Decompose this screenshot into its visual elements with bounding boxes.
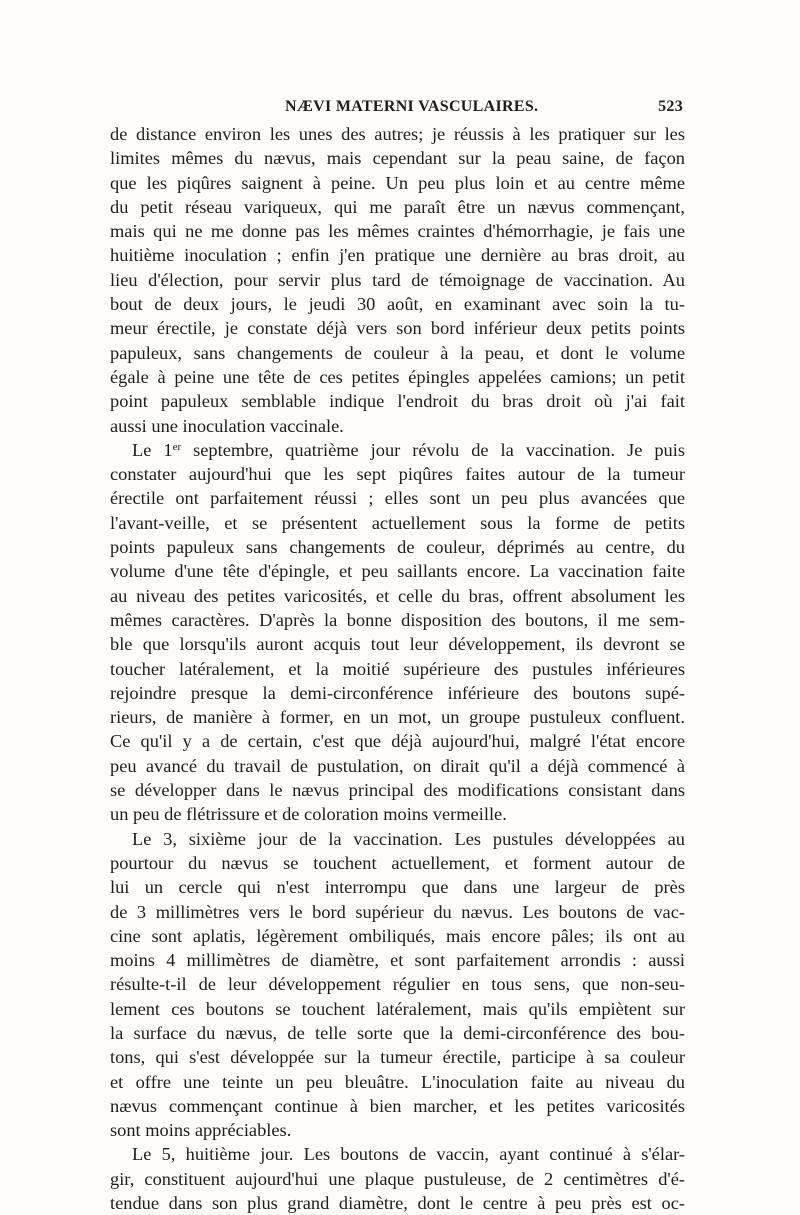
text-line: constater aujourd'hui que les sept piqûres faites autour de la tumeur — [110, 464, 685, 485]
text-line: tendue dans son plus grand diamètre, dont le centre à peu près est oc- — [110, 1193, 685, 1214]
text-line: lui un cercle qui n'est interrompu que dans une largeur de près — [110, 877, 685, 898]
text-line: se développer dans le nævus principal des modifications consistant dans — [110, 780, 685, 801]
text-line: papuleux, sans changements de couleur à la peau, et dont le volume — [110, 342, 685, 363]
text-line: un peu de flétrissure et de coloration moins vermeille. — [110, 804, 507, 825]
text-line: Le 5, huitième jour. Les boutons de vaccin, ayant continué à s'élar- — [132, 1144, 685, 1165]
text-line: résulte-t-il de leur développement régulier en tous sens, que non-seu- — [110, 974, 685, 995]
book-page — [110, 92, 685, 1215]
text-line: point papuleux semblable indique l'endroit du bras droit où j'ai fait — [110, 391, 685, 412]
date-lead: Le 1 — [132, 439, 173, 460]
text-line: huitième inoculation ; enfin j'en pratique une dernière au bras droit, au — [110, 245, 685, 266]
text-line: pourtour du nævus se touchent actuellement, et forment autour de — [110, 852, 685, 873]
page-number: 523 — [658, 98, 683, 115]
text-line: lieu d'élection, pour servir plus tard de témoignage de vaccination. Au — [110, 269, 685, 290]
text-line: et offre une teinte un peu bleuâtre. L'inoculation faite au niveau du — [110, 1071, 685, 1092]
text-line: érectile ont parfaitement réussi ; elles sont un peu plus avancées que — [110, 488, 685, 509]
body-text — [110, 122, 685, 1215]
text-line: tons, qui s'est développée sur la tumeur érectile, participe à sa couleur — [110, 1047, 685, 1068]
text-line — [110, 438, 685, 462]
text-line: au niveau des petites varicosités, et celle du bras, offrent absolument les — [110, 585, 685, 606]
text-line: du petit réseau variqueux, qui me paraît être un nævus commençant, — [110, 196, 685, 217]
text-line: peu avancé du travail de pustulation, on dirait qu'il a déjà commencé à — [110, 755, 685, 776]
ordinal-superscript: er — [172, 440, 182, 453]
text-line: moins 4 millimètres de diamètre, et sont parfaitement arrondis : aussi — [110, 950, 685, 971]
text-line: aussi une inoculation vaccinale. — [110, 415, 344, 436]
text-line-rest: septembre, quatrième jour révolu de la vaccination. Je puis — [181, 439, 685, 460]
text-line: limites mêmes du nævus, mais cependant sur la peau saine, de façon — [110, 148, 685, 169]
text-line: cine sont aplatis, légèrement ombiliqués, mais encore pâles; ils ont au — [110, 925, 685, 946]
text-line: l'avant-veille, et se présentent actuellement sous la forme de petits — [110, 512, 685, 533]
text-line: bout de deux jours, le jeudi 30 août, en examinant avec soin la tu- — [110, 294, 685, 315]
text-line: Le 3, sixième jour de la vaccination. Les pustules développées au — [132, 828, 685, 849]
text-line: volume d'une tête d'épingle, et peu saillants encore. La vaccination faite — [110, 561, 685, 582]
text-line: nævus commençant continue à bien marcher, et les petites varicosités — [110, 1095, 685, 1116]
text-line: Ce qu'il y a de certain, c'est que déjà aujourd'hui, malgré l'état encore — [110, 731, 685, 752]
text-line: ble que lorsqu'ils auront acquis tout leur développement, ils devront se — [110, 634, 685, 655]
text-line: de distance environ les unes des autres; je réussis à les pratiquer sur les — [110, 124, 685, 144]
text-line: rejoindre presque la demi-circonférence inférieure des boutons supé- — [110, 682, 685, 703]
text-line: mêmes caractères. D'après la bonne disposition des boutons, il me sem- — [110, 609, 685, 630]
text-line: la surface du nævus, de telle sorte que la demi-circonférence des bou- — [110, 1022, 685, 1043]
text-line: mais qui ne me donne pas les mêmes craintes d'hémorrhagie, je fais une — [110, 221, 685, 242]
text-line: sont moins appréciables. — [110, 1120, 292, 1141]
text-line: toucher latéralement, et la moitié supérieure des pustules inférieures — [110, 658, 685, 679]
text-line: de 3 millimètres vers le bord supérieur du nævus. Les boutons de vac- — [110, 901, 685, 922]
paragraph-2 — [110, 438, 685, 827]
running-head — [110, 92, 685, 122]
text-line: lement ces boutons se touchent latéralement, mais qu'ils empiètent sur — [110, 998, 685, 1019]
text-line: points papuleux sans changements de couleur, déprimés au centre, du — [110, 537, 685, 558]
text-line: égale à peine une tête de ces petites épingles appelées camions; un petit — [110, 366, 685, 387]
paragraph-3 — [110, 827, 685, 1143]
text-line: meur érectile, je constate déjà vers son bord inférieur deux petits points — [110, 318, 685, 339]
paragraph-4 — [110, 1142, 685, 1215]
text-line: rieurs, de manière à former, en un mot, un groupe pustuleux confluent. — [110, 707, 685, 728]
paragraph-1 — [110, 122, 685, 438]
running-title: NÆVI MATERNI VASCULAIRES. — [285, 98, 539, 115]
text-line: gir, constituent aujourd'hui une plaque pustuleuse, de 2 centimètres d'é- — [110, 1168, 685, 1189]
text-line: que les piqûres saignent à peine. Un peu plus loin et au centre même — [110, 172, 685, 193]
